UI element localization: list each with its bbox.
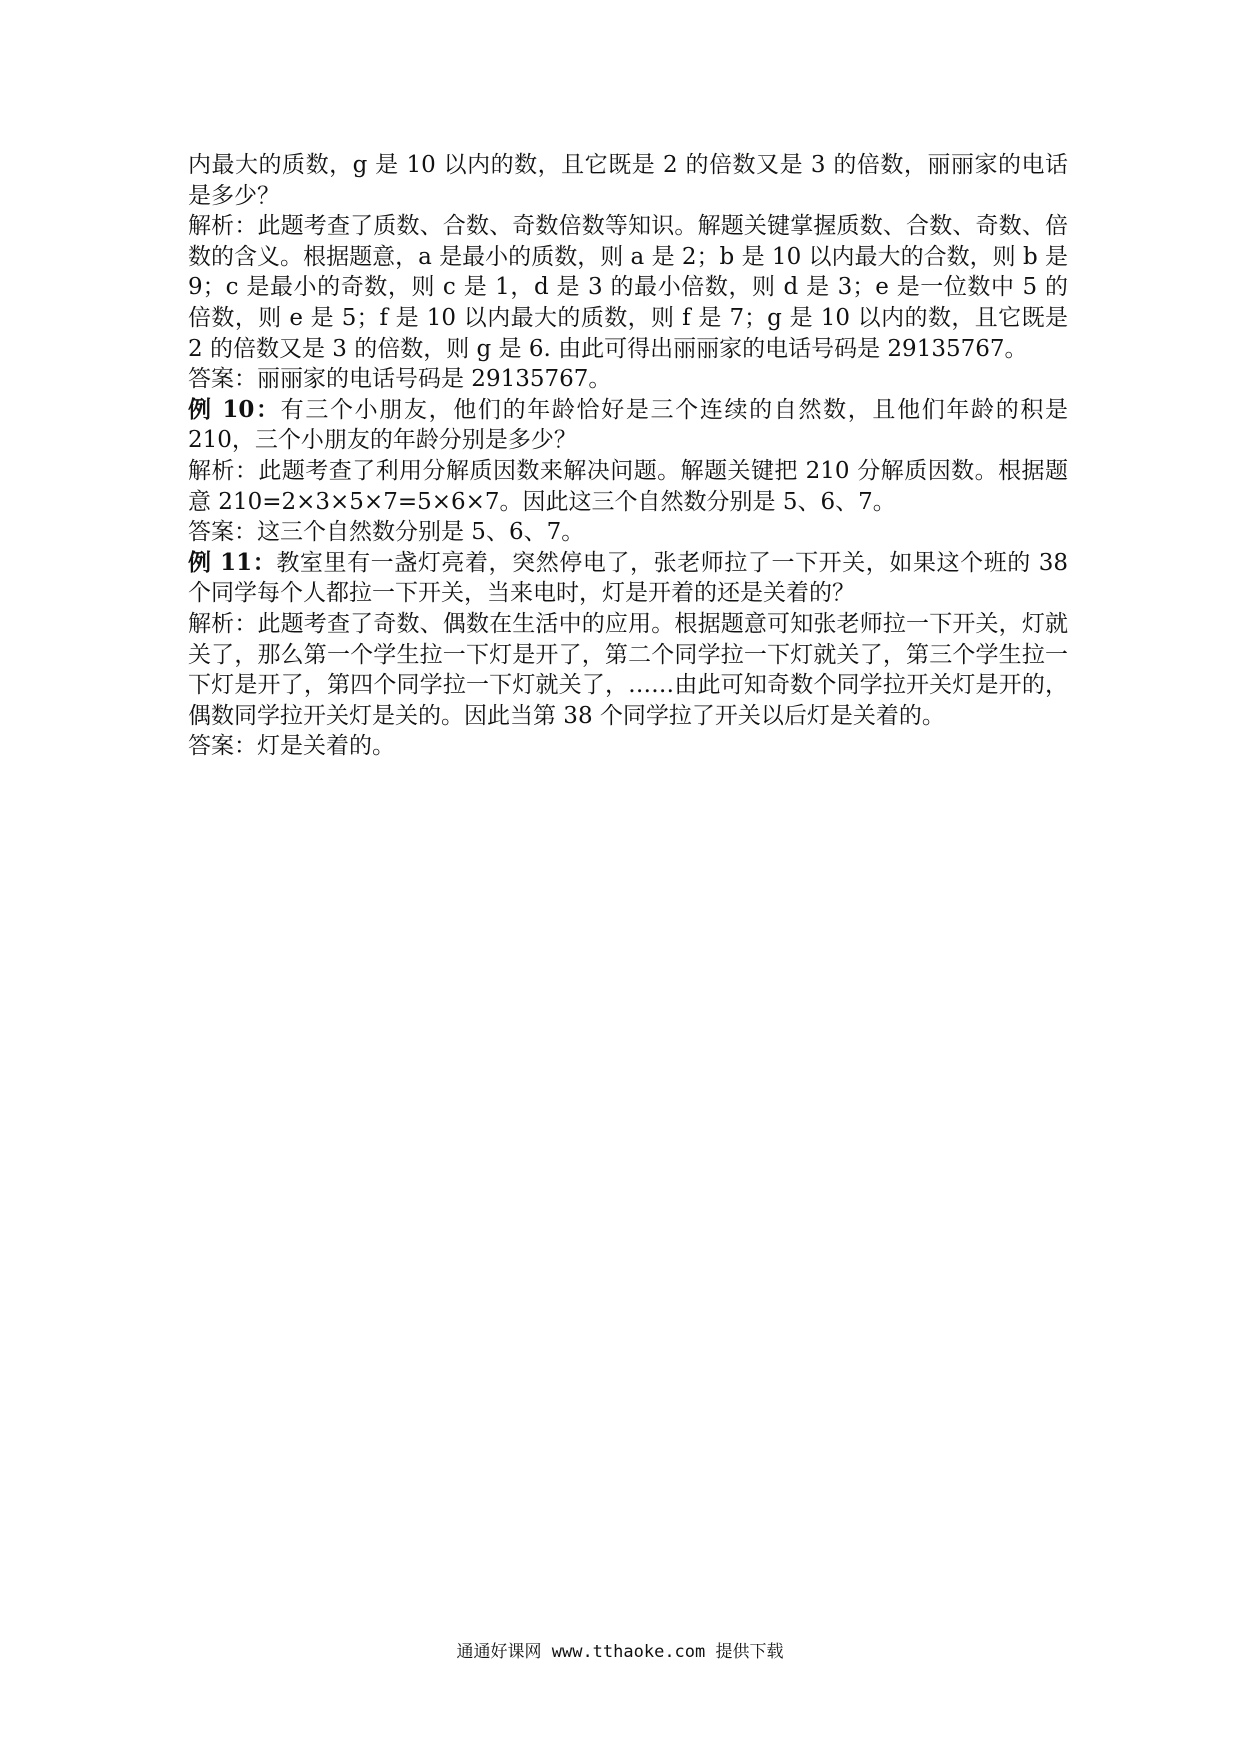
example-label: 例 10：: [188, 395, 281, 423]
analysis-paragraph: [188, 456, 1068, 517]
document-body: [188, 150, 1068, 762]
block-text: 有三个小朋友，他们的年龄恰好是三个连续的自然数，且他们年龄的积是 210，三个小朋友的年龄分别是多少？: [188, 396, 1069, 454]
example-10-question: [188, 395, 1068, 456]
block-text: 解析：此题考查了奇数、偶数在生活中的应用。根据题意可知张老师拉一下开关，灯就关了，那么第一个学生拉一下灯是开了，第二个同学拉一下灯就关了，第三个学生拉一下灯是开了，第四个同学拉一下灯就关了，……由此可知奇数个同学拉开关灯是开的，偶数同学拉开关灯是关的。因此当第 38 个同学拉了开关以后灯是关着的。: [188, 610, 1068, 729]
analysis-paragraph: [188, 609, 1068, 731]
block-text: 答案：这三个自然数分别是 5、6、7。: [188, 519, 585, 546]
answer-paragraph: [188, 731, 1068, 762]
block-text: 答案：丽丽家的电话号码是 29135767。: [188, 366, 612, 393]
answer-paragraph: [188, 517, 1068, 548]
page-footer: 通通好课网 www.tthaoke.com 提供下载: [456, 1642, 784, 1662]
block-text: 答案：灯是关着的。: [188, 733, 395, 760]
answer-paragraph: [188, 364, 1068, 395]
analysis-paragraph: [188, 211, 1068, 364]
block-text: 教室里有一盏灯亮着，突然停电了，张老师拉了一下开关，如果这个班的 38 个同学每个人都拉一下开关，当来电时，灯是开着的还是关着的？: [188, 549, 1069, 607]
block-text: 内最大的质数，g 是 10 以内的数，且它既是 2 的倍数又是 3 的倍数，丽丽家的电话是多少？: [188, 152, 1068, 209]
example-11-question: [188, 548, 1068, 609]
question-continuation: [188, 150, 1068, 211]
block-text: 解析：此题考查了质数、合数、奇数倍数等知识。解题关键掌握质数、合数、奇数、倍数的含义。根据题意，a 是最小的质数，则 a 是 2；b 是 10 以内最大的合数，则 b 是 9；c 是最小的奇数，则 c 是 1，d 是 3 的最小倍数，则 d 是 3；e 是一位数中 5 的倍数，则 e 是 5；f 是 10 以内最大的质数，则 f 是 7；g 是 10 以内的数，且它既是 2 的倍数又是 3 的倍数，则 g 是 6. 由此可得出丽丽家的电话号码是 29135767。: [188, 213, 1068, 362]
example-label: 例 11：: [188, 548, 277, 576]
block-text: 解析：此题考查了利用分解质因数来解决问题。解题关键把 210 分解质因数。根据题意 210=2×3×5×7=5×6×7。因此这三个自然数分别是 5、6、7。: [188, 457, 1068, 515]
